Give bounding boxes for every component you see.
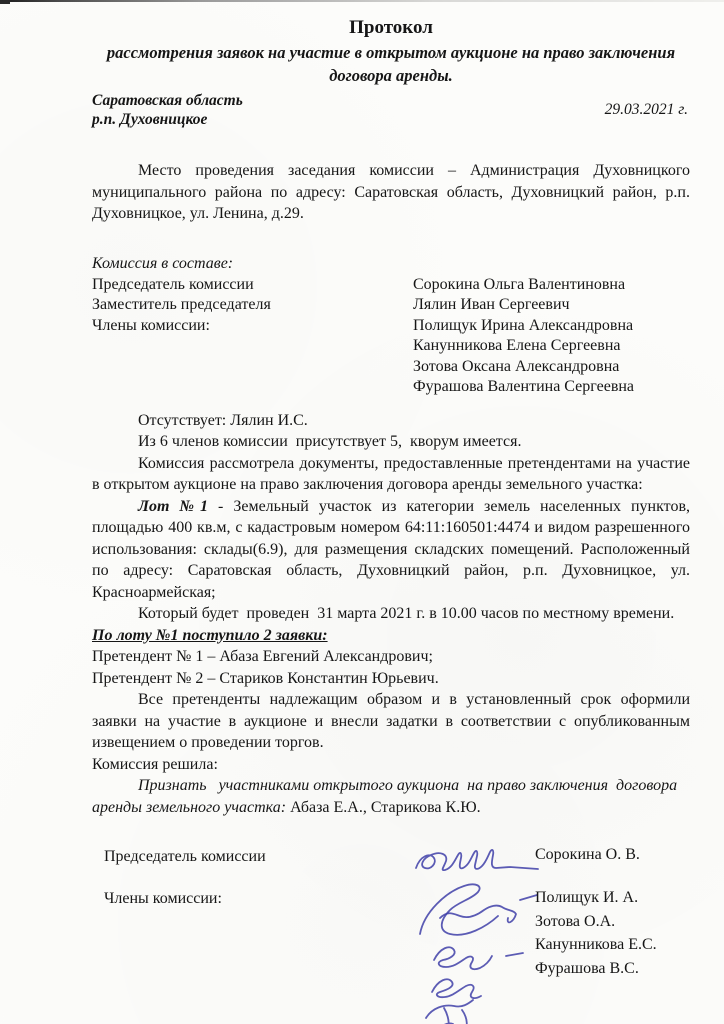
commission-row [92,377,690,398]
lot-label: Лот №1 [138,497,209,515]
signature-zotova-dash [506,953,523,956]
settlement-line: р.п. Духовницкое [92,111,208,128]
member-name: Зотова Оксана Александровна [413,357,620,375]
member-name: Канунникова Елена Сергеевна [413,337,621,354]
role-label [92,336,413,357]
absent-line: Отсутствует: Лялин И.С. [138,411,308,429]
compliance-paragraph: Все претенденты надлежащим образом и в установленный срок оформили заявки на участие в аукционе и внесли задатки в соответствии с опубликованным извещением о проведении торгов. [92,691,690,751]
decision-names: Абаза Е.А., Старикова К.Ю. [286,798,481,816]
meta-row [92,91,690,131]
member-signature-name: Канунникова Е.С. [535,936,657,953]
commission-list [92,275,690,398]
chairman-signature-name: Сорокина О. В. [535,846,640,863]
chairman-label: Председатель комиссии [104,848,266,865]
role-label: Председатель комиссии [92,275,254,293]
role-label [92,377,413,398]
review-paragraph: Комиссия рассмотрела документы, предоставленные претендентами на участие в открытом аукционе на право заключения договора аренды земельного участка: [92,454,690,493]
commission-row [92,295,690,316]
commission-heading: Комиссия в составе: [92,254,234,272]
members-label: Члены комиссии: [104,890,222,907]
auction-date-line: Который будет проведен 31 марта 2021 г. в 10.00 часов по местному времени. [138,605,675,622]
scan-artifact-top-edge [0,0,724,2]
member-signature-name: Фурашова В.С. [535,959,639,977]
subtitle: рассмотрения заявок на участие в открытом аукционе на право заключения договора аренды. [106,43,676,85]
signature-section [92,834,690,1024]
member-name: Полищук Ирина Александровна [413,316,634,334]
member-signature-name: Зотова О.А. [535,912,616,930]
role-label: Заместитель председателя [92,296,271,313]
applications-heading: По лоту №1 поступило 2 заявки: [92,626,328,644]
decision-paragraph [92,775,690,818]
commission-row [92,357,690,378]
member-name: Лялин Иван Сергеевич [413,296,570,313]
role-label [92,357,413,378]
signature-zotova [434,947,492,969]
commission-row [92,275,690,296]
signature-sorokina [416,850,538,870]
scan-artifact-corner [0,0,10,4]
signature-furashova-tail [462,1010,467,1024]
commission-row [92,316,690,337]
member-name: Сорокина Ольга Валентиновна [413,275,626,293]
decision-italic: Признать участниками открытого аукциона на право заключения договора аренды земельного участка: [92,777,682,816]
page-title: Протокол [349,17,433,38]
region-line: Саратовская область [92,92,243,109]
member-name: Фурашова Валентина Сергеевна [413,378,635,395]
signature-polishchuk [420,884,498,934]
date-line: 29.03.2021 г. [604,101,688,118]
applicant-line-1: Претендент № 1 – Абаза Евгений Александрович; [92,648,433,665]
decision-heading: Комиссия решила: [92,755,218,773]
commission-row [92,336,690,357]
lot-paragraph [92,496,690,604]
applicant-line-2: Претендент № 2 – Стариков Константин Юрьевич. [92,669,439,687]
lot-text: - Земельный участок из категории земель населенных пунктов, площадью 400 кв.м, с кадастровым номером 64:11:160501:4474 и видом разрешенного использования: склады(6.9), для размещения складских помещений. Расположенный по адресу: Саратовская область, Духовницкий район, р.п. Духовницкое, ул. Красноармейская; [92,497,690,601]
signature-kanunnikova [432,979,481,998]
quorum-line: Из 6 членов комиссии присутствует 5, кворум имеется. [138,433,522,450]
signature-furashova-descender [437,1008,453,1024]
member-signature-names [535,886,657,980]
member-signature-name: Полищук И. А. [535,889,639,906]
venue-paragraph: Место проведения заседания комиссии – Администрация Духовницкого муниципального района по адресу: Саратовская область, Духовницкий район, р.п. Духовницкое, ул. Ленина, д.29. [92,162,690,222]
role-label: Члены комиссии: [92,316,210,334]
